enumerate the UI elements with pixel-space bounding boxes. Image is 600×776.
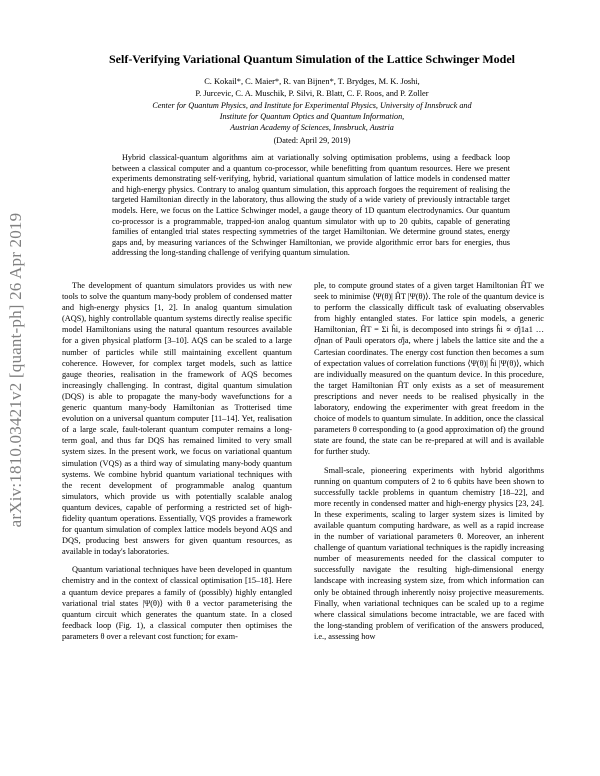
abstract: [112, 153, 510, 259]
affiliations: [62, 100, 562, 134]
author-line: P. Jurcevic, C. A. Muschik, P. Silvi, R. Blatt, C. F. Roos, and P. Zoller: [195, 88, 429, 98]
paragraph: Small-scale, pioneering experiments with hybrid algorithms running on quantum computers of 2 to 6 qubits have been shown to successfully tackle problems in quantum chemistry [18–22], and more recently in condensed matter and high-energy physics [23, 24]. In these experiments, scaling to larger system sizes is limited by available quantum computing hardware, as well as a rapid increase in the number of variational parameters θ. Moreover, an inherent challenge of quantum variational techniques is the rapidly increasing number of measurements needed for the classical computer to successfully navigate the resulting high-dimensional energy landscape with increasing system size, from which information can only be obtained through inherently noisy projective measurements. Finally, when variational techniques can be scaled up to a regime where classical simulations become intractable, we are faced with the long-standing problem of verification of the answers produced, i.e., assessing how: [314, 465, 544, 641]
abstract-text: Hybrid classical-quantum algorithms aim at variationally solving optimisation problems, using a feedback loop between a classical computer and a quantum co-processor, while benefitting from quantum resources. Here we present experiments demonstrating self-verifying, hybrid, variational quantum simulation of lattice models in condensed matter and high-energy physics. Contrary to analog quantum simulation, this approach forgoes the requirement of realising the targeted Hamiltonian directly in the laboratory, thus allowing the study of a wide variety of previously intractable target models. Here, we focus on the Lattice Schwinger model, a gauge theory of 1D quantum electrodynamics. Our quantum co-processor is a programmable, trapped-ion analog quantum simulator with up to 20 qubits, capable of generating families of entangled trial states respecting symmetries of the target Hamiltonian. We determine ground states, energy gaps and, by measuring variances of the Schwinger Hamiltonian, we provide algorithmic error bars for energies, thus addressing the long-standing challenge of verifying quantum simulation.: [112, 153, 510, 258]
author-list: [62, 76, 562, 99]
affiliation-line: Institute for Quantum Optics and Quantum Information,: [219, 112, 405, 122]
date-line: (Dated: April 29, 2019): [273, 136, 351, 145]
right-column: [314, 280, 544, 649]
affiliation-line: Center for Quantum Physics, and Institute for Experimental Physics, University of Innsbruck and: [152, 101, 472, 110]
affiliation-line: Austrian Academy of Sciences, Innsbruck, Austria: [230, 123, 394, 133]
paragraph: ple, to compute ground states of a given target Hamiltonian ĤT we seek to minimise ⟨Ψ(θ)| ĤT |Ψ(θ)⟩. The role of the quantum device is to perform the classically difficult task of evaluating observables from highly entangled states. For lattice spin models, a generic Hamiltonian, ĤT = Σi ĥi, is decomposed into strings ĥi ∝ σ̂j1a1 … σ̂jnan of Pauli operators σ̂ja, where j labels the lattice site and the a Cartesian coordinates. The energy cost function then becomes a sum of expectation values of correlation functions ⟨Ψ(θ)| ĥi |Ψ(θ)⟩, which are individually measured on the quantum device. In this procedure, the target Hamiltonian ĤT only exists as a set of measurement prescriptions and never needs to be realised physically in the laboratory, endowing the experimenter with great freedom in the choice of models to quantum simulate. In addition, once the classical parameters θ corresponding to (a good approximation of) the ground state are found, the state can be re-prepared at will and is available for further study.: [314, 281, 544, 457]
author-line: C. Kokail*, C. Maier*, R. van Bijnen*, T. Brydges, M. K. Joshi,: [204, 77, 420, 86]
paper-title: Self-Verifying Variational Quantum Simulation of the Lattice Schwinger Model: [108, 52, 515, 66]
left-column: [62, 280, 292, 649]
arxiv-identifier: arXiv:1810.03421v2 [quant-ph] 26 Apr 2019: [6, 212, 25, 528]
paragraph: Quantum variational techniques have been developed in quantum chemistry and in the context of classical optimisation [15–18]. Here a quantum device prepares a family of (possibly) highly entangled variational trial states |Ψ(θ)⟩ with θ a vector parameterising the quantum circuit which generates the quantum state. In a closed feedback loop (Fig. 1), a classical computer then optimises the parameters θ over a relevant cost function; for exam-: [62, 565, 292, 641]
paragraph: The development of quantum simulators provides us with new tools to solve the quantum many-body problem of condensed matter and high-energy physics [1, 2]. In analog quantum simulation (AQS), highly controllable quantum systems directly realise specific model Hamiltonians using the natural quantum resources available for a given physical platform [3–10]. AQS can be scaled to a large number of particles while still maintaining excellent quantum coherence. However, for complex target models, such as lattice gauge theories, realisation in the framework of AQS becomes increasingly challenging. In contrast, digital quantum simulation (DQS) is able to propagate the many-body wavefunctions for a generic quantum many-body Hamiltonian as Trotterised time evolution on a universal quantum computer [11–14]. Yet, realisation of a large scale, fault-tolerant quantum computer remains a long-term goal, and thus far DQS has remained limited to very small system sizes. In the present work, we focus on variational quantum simulation (VQS) as a third way of simulating many-body quantum systems. We combine hybrid quantum variational techniques with the recent development of programmable analog quantum simulators, which provide us with potentially scalable analog quantum devices, capable of performing a restricted set of high-fidelity quantum operations. Essentially, VQS provides a framework for quantum simulation of complex lattice models beyond AQS and DQS, producing best answers for given quantum resources, as available in today's laboratories.: [62, 281, 292, 557]
arxiv-side-label: [6, 150, 26, 590]
